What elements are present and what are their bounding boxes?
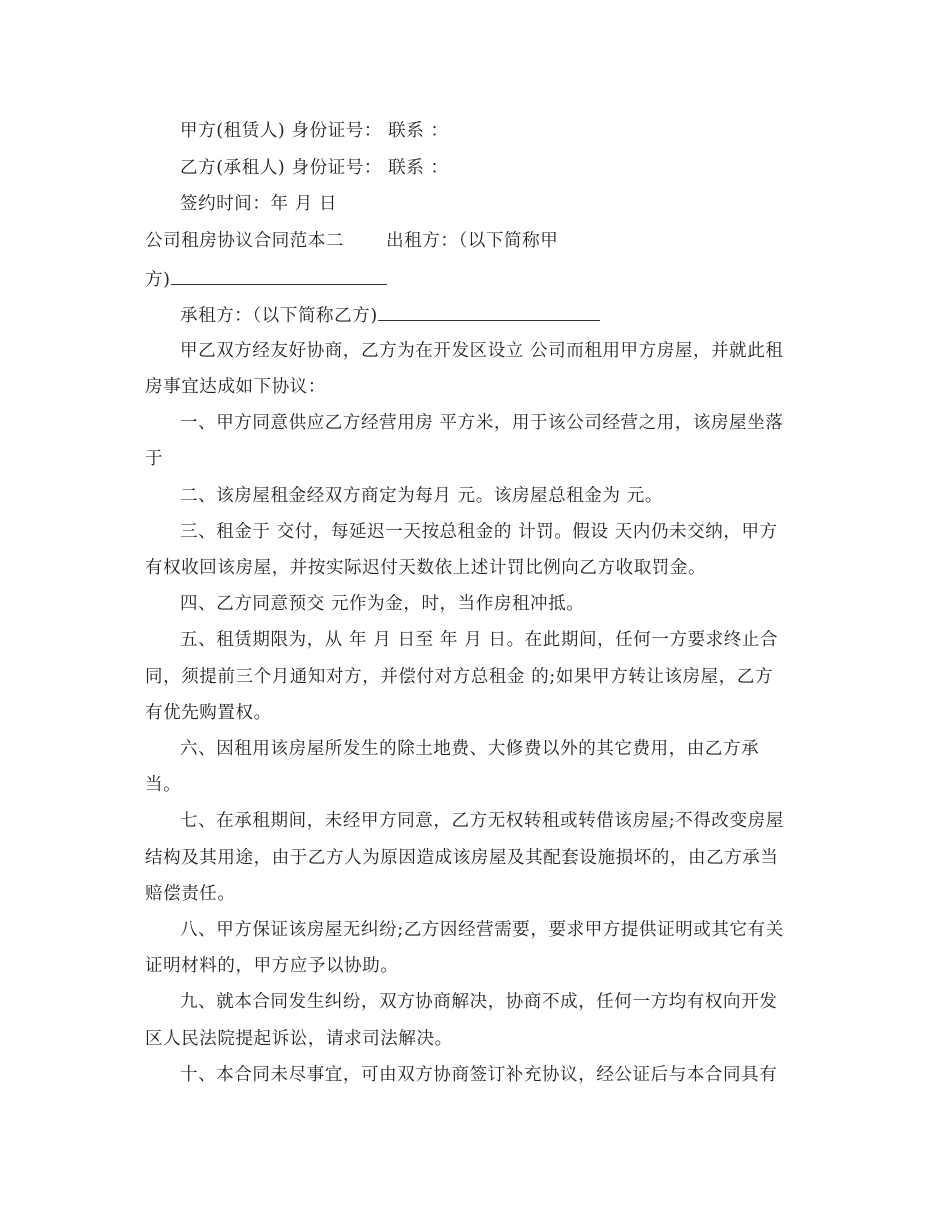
clause-3-line-2: 有权收回该房屋，并按实际迟付天数依上述计罚比例向乙方收取罚金。	[145, 558, 707, 578]
clause-4-line-1: 四、乙方同意预交 元作为金，时，当作房租冲抵。	[180, 594, 585, 614]
lessor-label-suffix: 方)	[145, 270, 171, 290]
clause-8-line-2: 证明材料的，甲方应予以协助。	[145, 956, 399, 976]
lessor-blank-line	[171, 266, 387, 285]
section-title: 公司租房协议合同范本二	[145, 231, 345, 251]
clause-10-line-1: 十、本合同未尽事宜，可由双方协商签订补充协议，经公证后与本合同具有	[180, 1065, 778, 1085]
clause-9-line-2: 区人民法院提起诉讼，请求司法解决。	[145, 1029, 453, 1049]
clause-1-line-2: 于	[145, 449, 164, 469]
intro-line-1: 甲乙双方经友好协商，乙方为在开发区设立 公司而租用甲方房屋，并就此租	[180, 341, 784, 361]
clause-7-line-1: 七、在承租期间，未经甲方同意，乙方无权转租或转借该房屋;不得改变房屋	[180, 811, 784, 831]
intro-line-2: 房事宜达成如下协议：	[145, 377, 326, 397]
lessor-label: 出租方：（以下简称甲	[386, 231, 559, 251]
clause-1-line-1: 一、甲方同意供应乙方经营用房 平方米，用于该公司经营之用，该房屋坐落	[180, 413, 784, 433]
lessor-line	[145, 266, 387, 292]
clause-7-line-3: 赔偿责任。	[145, 884, 236, 904]
lessee-blank-line	[378, 302, 600, 321]
clause-5-line-3: 有优先购置权。	[145, 703, 272, 723]
party-a-line: 甲方(租赁人) 身份证号： 联系 ：	[180, 121, 449, 141]
clause-8-line-1: 八、甲方保证该房屋无纠纷;乙方因经营需要，要求甲方提供证明或其它有关	[180, 920, 784, 940]
lessee-line	[180, 302, 600, 328]
lessee-label: 承租方：（以下简称乙方)	[180, 306, 378, 326]
clause-3-line-1: 三、租金于 交付，每延迟一天按总租金的 计罚。假设 天内仍未交纳，甲方	[180, 522, 778, 542]
clause-7-line-2: 结构及其用途，由于乙方人为原因造成该房屋及其配套设施损坏的，由乙方承当	[145, 848, 779, 868]
clause-9-line-1: 九、就本合同发生纠纷，双方协商解决，协商不成，任何一方均有权向开发	[180, 992, 778, 1012]
clause-6-line-1: 六、因租用该房屋所发生的除土地费、大修费以外的其它费用，由乙方承	[180, 739, 760, 759]
sign-date-line: 签约时间：年 月 日	[180, 194, 338, 214]
party-b-line: 乙方(承租人) 身份证号： 联系 ：	[180, 158, 449, 178]
section-title-line	[145, 229, 558, 253]
clause-2-line-1: 二、该房屋租金经双方商定为每月 元。该房屋总租金为 元。	[180, 486, 663, 506]
clause-6-line-2: 当。	[145, 775, 182, 795]
clause-5-line-2: 同，须提前三个月通知对方，并偿付对方总租金 的;如果甲方转让该房屋，乙方	[145, 667, 774, 687]
clause-5-line-1: 五、租赁期限为，从 年 月 日至 年 月 日。在此期间，任何一方要求终止合	[180, 630, 779, 650]
